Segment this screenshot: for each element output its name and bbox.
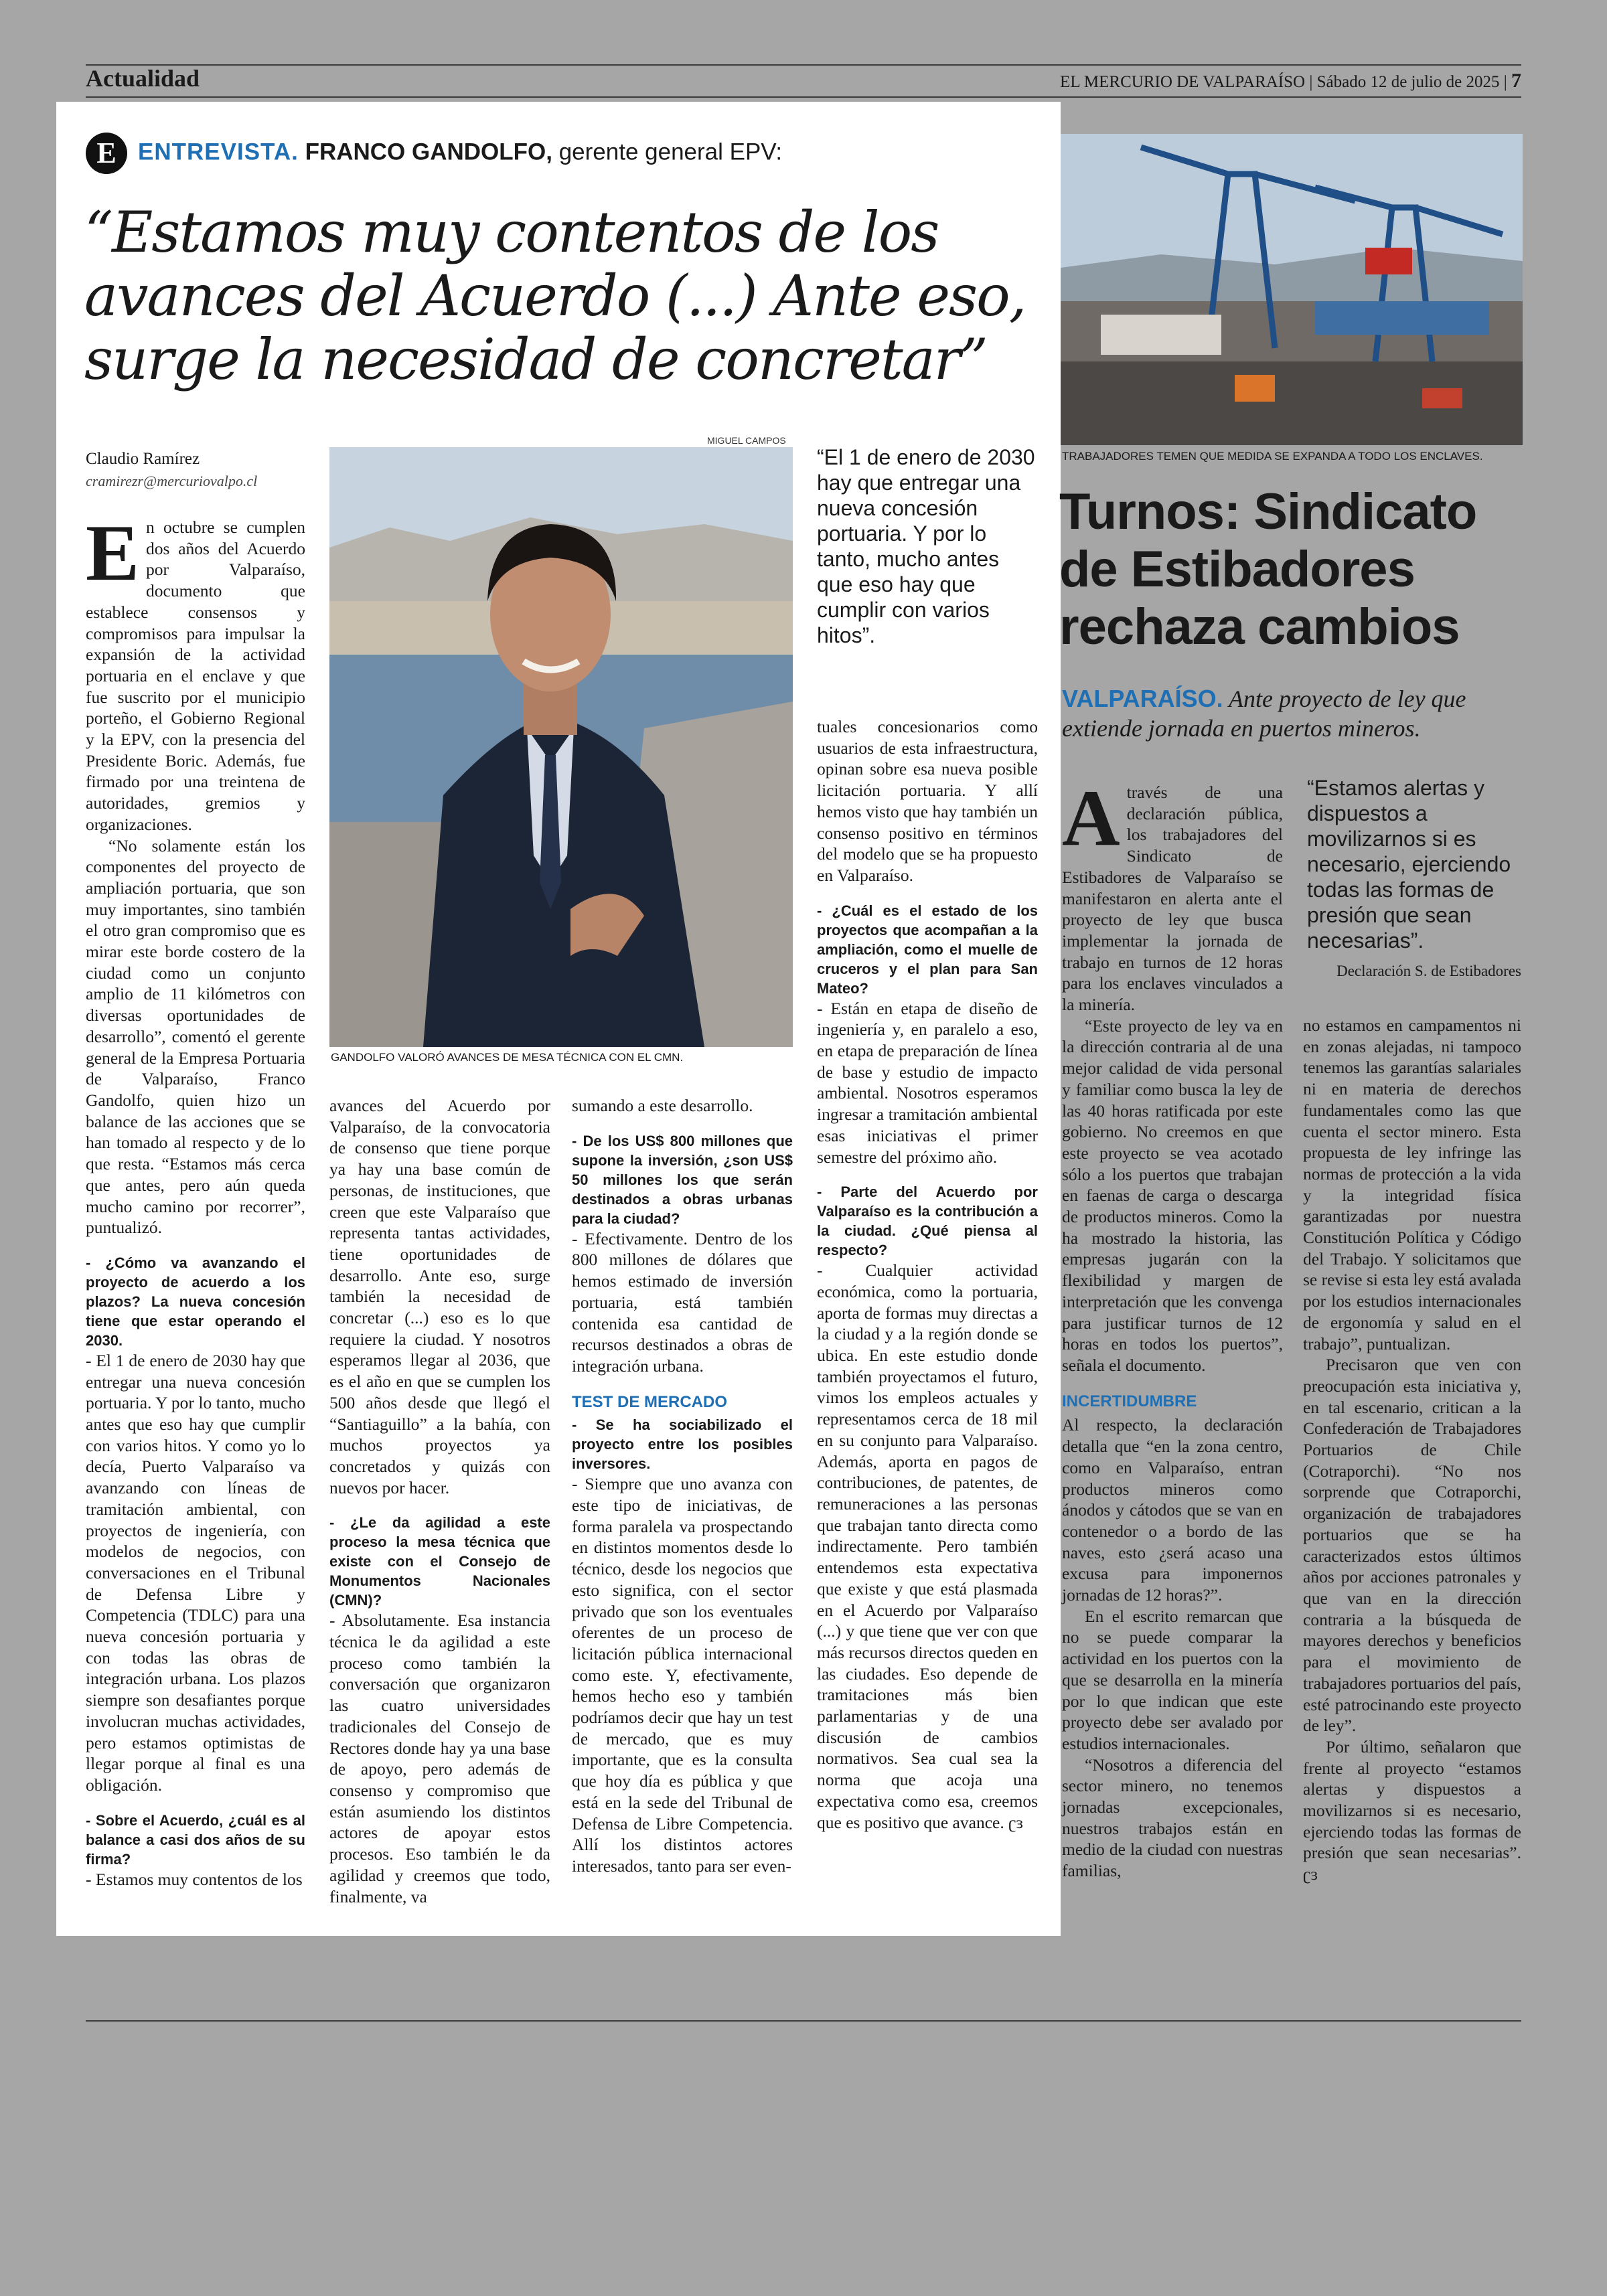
- interview-answer: - Están en etapa de diseño de ingeniería y, en paralelo a eso, en etapa de preparación de línea de base y estudio de impacto ambiental. Nosotros esperamos ingresar a tramitación ambiental esas iniciativas el primer semestre del próximo año.: [817, 998, 1038, 1167]
- side-pull-quote-attribution: Declaración S. de Estibadores: [1336, 963, 1521, 979]
- body-paragraph: no estamos en campamentos ni en zonas alejadas, ni tampoco tenemos las garantías salariales ni en materia de derechos fundamentales como las que cuenta el sector minero. Esta propuesta de ley infringe las normas de protección a la vida y la integridad física garantizadas por nuestra Constitución Política y Código del Trabajo. Y solicitamos que se revise si esta ley está avalada por los estudios internacionales de ergonomía y salud en el trabajo”, puntualizan.: [1303, 1015, 1521, 1354]
- interview-column-3: [572, 1095, 793, 1877]
- interview-answer: - Siempre que uno avanza con este tipo de iniciativas, de forma paralela va prospectando en distintos momentos desde lo técnico, desde los negocios que esto significa, con el sector privado que son los eventuales oferentes de un proceso de licitación pública internacional como este. Y, efectivamente, hemos hecho eso y también podríamos decir que hay un test de mercado, que es muy importante, que es la consulta que hoy día es pública y que está en la sede del Tribunal de Defensa de Libre Competencia. Allí los distintos actores interesados, tanto para ser even-: [572, 1474, 793, 1876]
- body-paragraph: Al respecto, la declaración detalla que “en la zona centro, como en Valparaíso, entran productos mineros como ánodos y cátodos que se van en contenedor o a bordo de las naves, esto ¿será acaso una excusa para imponernos jornadas de 12 horas?”.: [1062, 1415, 1283, 1605]
- interview-question: - ¿Cuál es el estado de los proyectos que acompañan a la ampliación, como el muelle de cruceros y el plan para San Mateo?: [817, 902, 1038, 997]
- interview-question: - Parte del Acuerdo por Valparaíso es la contribución a la ciudad. ¿Qué piensa al respecto?: [817, 1183, 1038, 1259]
- masthead-date: Sábado 12 de julio de 2025: [1316, 73, 1500, 91]
- byline-name: Claudio Ramírez: [86, 450, 200, 468]
- dropcap: A: [1062, 773, 1120, 862]
- interview-question: - Se ha sociabilizado el proyecto entre los posibles inversores.: [572, 1416, 793, 1473]
- dropcap: E: [86, 508, 140, 597]
- interview-column-1: [86, 508, 305, 1890]
- photo-caption: GANDOLFO VALORÓ AVANCES DE MESA TÉCNICA CON EL CMN.: [331, 1051, 684, 1064]
- bottom-rule: [86, 2020, 1521, 2022]
- masthead: EL MERCURIO DE VALPARAÍSO | Sábado 12 de julio de 2025 | 7: [1060, 70, 1521, 92]
- end-mark: ʗɜ: [1008, 1812, 1024, 1832]
- end-mark: ʗɜ: [1303, 1864, 1318, 1884]
- interview-answer: - Estamos muy contentos de los: [86, 1869, 303, 1889]
- side-column-1: [1062, 773, 1283, 1882]
- port-illustration: [1061, 134, 1523, 445]
- side-photo-caption: TRABAJADORES TEMEN QUE MEDIDA SE EXPANDA A TODO LOS ENCLAVES.: [1062, 450, 1483, 463]
- interview-question: - ¿Cómo va avanzando el proyecto de acuerdo a los plazos? La nueva concesión tiene que estar operando el 2030.: [86, 1254, 305, 1349]
- interview-answer: - Absolutamente. Esa instancia técnica le da agilidad a este proceso como también la conversación que organizaron las cuatro universidades tradicionales del Consejo de Rectores donde hay ya una base de apoyo, pero además de consenso y compromiso que están asumiendo los distintos actores de apoyar estos procesos. Eso también le da agilidad y creemos que todo, finalmente, va: [329, 1611, 550, 1906]
- section-label: Actualidad: [86, 65, 200, 92]
- header-rule: [86, 96, 1521, 98]
- section-subhead: TEST DE MERCADO: [572, 1392, 728, 1411]
- side-lead-paragraph: Através de una declaración pública, los trabajadores del Sindicato de Estibadores de Valparaíso se manifestaron en alerta ante el proyecto de ley que busca implementar la jornada de trabajo en turnos de 12 horas para los enclaves vinculados a la minería.: [1062, 773, 1283, 1015]
- interview-column-4: [817, 716, 1038, 1833]
- interview-question: - ¿Le da agilidad a este proceso la mesa técnica que existe con el Consejo de Monumentos Nacionales (CMN)?: [329, 1514, 550, 1609]
- body-paragraph: En el escrito remarcan que no se puede comparar la actividad en los puertos con la que se desarrolla en la minería por lo que indican que este proyecto debe ser avalado por estudios internacionales.: [1062, 1606, 1283, 1753]
- interview-answer: tuales concesionarios como usuarios de esta infraestructura, opinan sobre esa nueva posible licitación portuaria. Y allí hemos visto que hay también un consenso positivo en términos del modelo que se ha propuesto en Valparaíso.: [817, 717, 1038, 885]
- side-column-2: [1303, 1015, 1521, 1885]
- interview-answer: - El 1 de enero de 2030 hay que entregar una nueva concesión portuaria. Y por lo tanto, mucho antes que eso hay que cumplir con varios hitos. Y como yo lo decía, Puerto Valparaíso va avanzando con líneas de tramitación ambiental, con proyectos de ingeniería, con modelos de negocios, con conversaciones en el Tribunal de Defensa Libre y Competencia (TDLC) para una nueva concesión portuaria y con todas las obras de integración urbana. Los plazos siempre son desafiantes porque involucran muchas actividades, pero estamos optimistas de llegar porque al final es una obligación.: [86, 1350, 305, 1795]
- interview-headline: “Estamos muy contentos de los avances del Acuerdo (...) Ante eso, surge la necesidad de concretar”: [84, 199, 1026, 392]
- top-rule: [86, 64, 1521, 66]
- interview-lead-paragraph: En octubre se cumplen dos años del Acuerdo por Valparaíso, documento que establece consensos y compromisos para impulsar la expansión de la actividad portuaria en el enclave y que fue suscrito por el municipio porteño, el Gobierno Regional y la EPV, con la presencia del Presidente Boric. Además, fue firmado por una treintena de autoridades, gremios y organizaciones.: [86, 508, 305, 834]
- interview-question: - De los US$ 800 millones que supone la inversión, ¿son US$ 50 millones los que serán destinados a obras urbanas para la ciudad?: [572, 1132, 793, 1227]
- side-headline: Turnos: Sindicato de Estibadores rechaza cambios: [1059, 483, 1477, 655]
- photo-credit: MIGUEL CAMPOS: [707, 435, 786, 446]
- kicker-name: FRANCO GANDOLFO,: [305, 139, 552, 165]
- section-subhead: INCERTIDUMBRE: [1062, 1392, 1197, 1410]
- body-paragraph: “Nosotros a diferencia del sector minero, no tenemos jornadas excepcionales, nuestros trabajos están en medio de la ciudad con nuestras familias,: [1062, 1754, 1283, 1881]
- side-kicker: VALPARAÍSO.: [1062, 685, 1223, 712]
- kicker-role: gerente general EPV:: [552, 139, 783, 165]
- interview-kicker: [86, 133, 782, 174]
- interview-answer: sumando a este desarrollo.: [572, 1096, 753, 1115]
- portrait-photo: [329, 447, 793, 1047]
- body-paragraph: Precisaron que ven con preocupación esta iniciativa y, en tal escenario, critican a la Confederación de Trabajadores Portuarios de Chile (Cotraporchi). “No nos sorprende que Cotraporchi, organización de trabajadores portuarios que se ha caracterizados estos últimos años por acciones patronales y que van en la dirección contraria a la búsqueda de mayores derechos y beneficios para el movimiento de trabajadores portuarios del país, esté patrocinando este proyecto de ley”.: [1303, 1355, 1521, 1736]
- side-pull-quote: “Estamos alertas y dispuestos a movilizarnos si es necesario, ejerciendo todas las formas de presión que sean necesarias”.: [1307, 776, 1511, 953]
- interview-question: - Sobre el Acuerdo, ¿cuál es al balance a casi dos años de su firma?: [86, 1811, 305, 1868]
- masthead-name: EL MERCURIO DE VALPARAÍSO: [1060, 73, 1306, 91]
- port-photo: [1061, 134, 1523, 445]
- body-paragraph: “No solamente están los componentes del proyecto de ampliación portuaria, que son muy importantes, sino también el otro gran compromiso que es mirar este borde costero de la ciudad como un conjunto amplio de 11 kilómetros con diversas oportunidades de desarrollo”, comentó el gerente general de la Empresa Portuaria de Valparaíso, Franco Gandolfo, quien hizo un balance de las acciones que se han tomado al respecto y de lo que resta. “Estamos más cerca que antes, pero aún queda mucho camino por recorrer”, puntualizó.: [86, 835, 305, 1238]
- interview-answer: - Efectivamente. Dentro de los 800 millones de dólares que hemos estimado de inversión portuaria, está también contenida esa cantidad de recursos destinados a obras de integración urbana.: [572, 1228, 793, 1376]
- side-subheadline: VALPARAÍSO. Ante proyecto de ley que extiende jornada en puertos mineros.: [1062, 685, 1466, 742]
- page-number: 7: [1511, 70, 1521, 92]
- interview-column-2: [329, 1095, 550, 1907]
- interview-badge: E: [86, 133, 127, 174]
- pull-quote: “El 1 de enero de 2030 hay que entregar una nueva concesión portuaria. Y por lo tanto, mucho antes que eso hay que cumplir con varios hitos”.: [817, 445, 1035, 647]
- portrait-illustration: [329, 447, 793, 1047]
- interview-answer: - Cualquier actividad económica, como la portuaria, aporta de formas muy directas a la ciudad y a la región donde se ubica. En este estudio donde también proyectamos el futuro, vimos los empleos actuales y representamos cerca de 18 mil en su conjunto para Valparaíso. Además, aporta en pagos de contribuciones, de patentes, de remuneraciones a las personas que trabajan tanto directa como indirectamente. Pero también entendemos esta expectativa que existe y que está plasmada en el Acuerdo por Valparaíso (...) y que tiene que ver con que más recursos directos queden en las ciudades. Eso depende de tramitaciones más bien parlamentarias y de una discusión de cambios normativos. Sea cual sea la norma que acoja una expectativa como esa, creemos que es positivo que avance. ʗɜ: [817, 1260, 1038, 1832]
- byline-email: cramirezr@mercuriovalpo.cl: [86, 473, 258, 489]
- kicker-kind: ENTREVISTA.: [138, 139, 299, 165]
- body-paragraph: Por último, señalaron que frente al proyecto “estamos alertas y dispuestos a movilizarnos si es necesario, ejerciendo todas las formas de presión que sean necesarias”. ʗɜ: [1303, 1736, 1521, 1884]
- interview-answer: avances del Acuerdo por Valparaíso, de la convocatoria de consenso que tiene porque ya hay una base común de personas, de instituciones, que creen que este Valparaíso que representa tantas actividades, tiene oportunidades de desarrollo. Ante eso, surge también la necesidad de concretar (...) eso es lo que requiere la ciudad. Y nosotros esperamos llegar al 2036, que es el año en que se cumplen los 500 años desde que llegó el “Santiaguillo” a la bahía, con muchos proyectos ya concretados y quizás con nuevos por hacer.: [329, 1096, 550, 1497]
- body-paragraph: “Este proyecto de ley va en la dirección contraria al de una mejor calidad de vida personal y familiar como busca la ley de las 40 horas ratificada por este gobierno. No creemos en que este proyecto se vea acotado sólo a los puertos que trabajan en faenas de carga o descarga de productos mineros. Como la ha mostrado la historia, las empresas jugarán con la flexibilidad y margen de interpretación que les convenga para justificar turnos de 12 horas en todos los puertos”, señala el documento.: [1062, 1015, 1283, 1375]
